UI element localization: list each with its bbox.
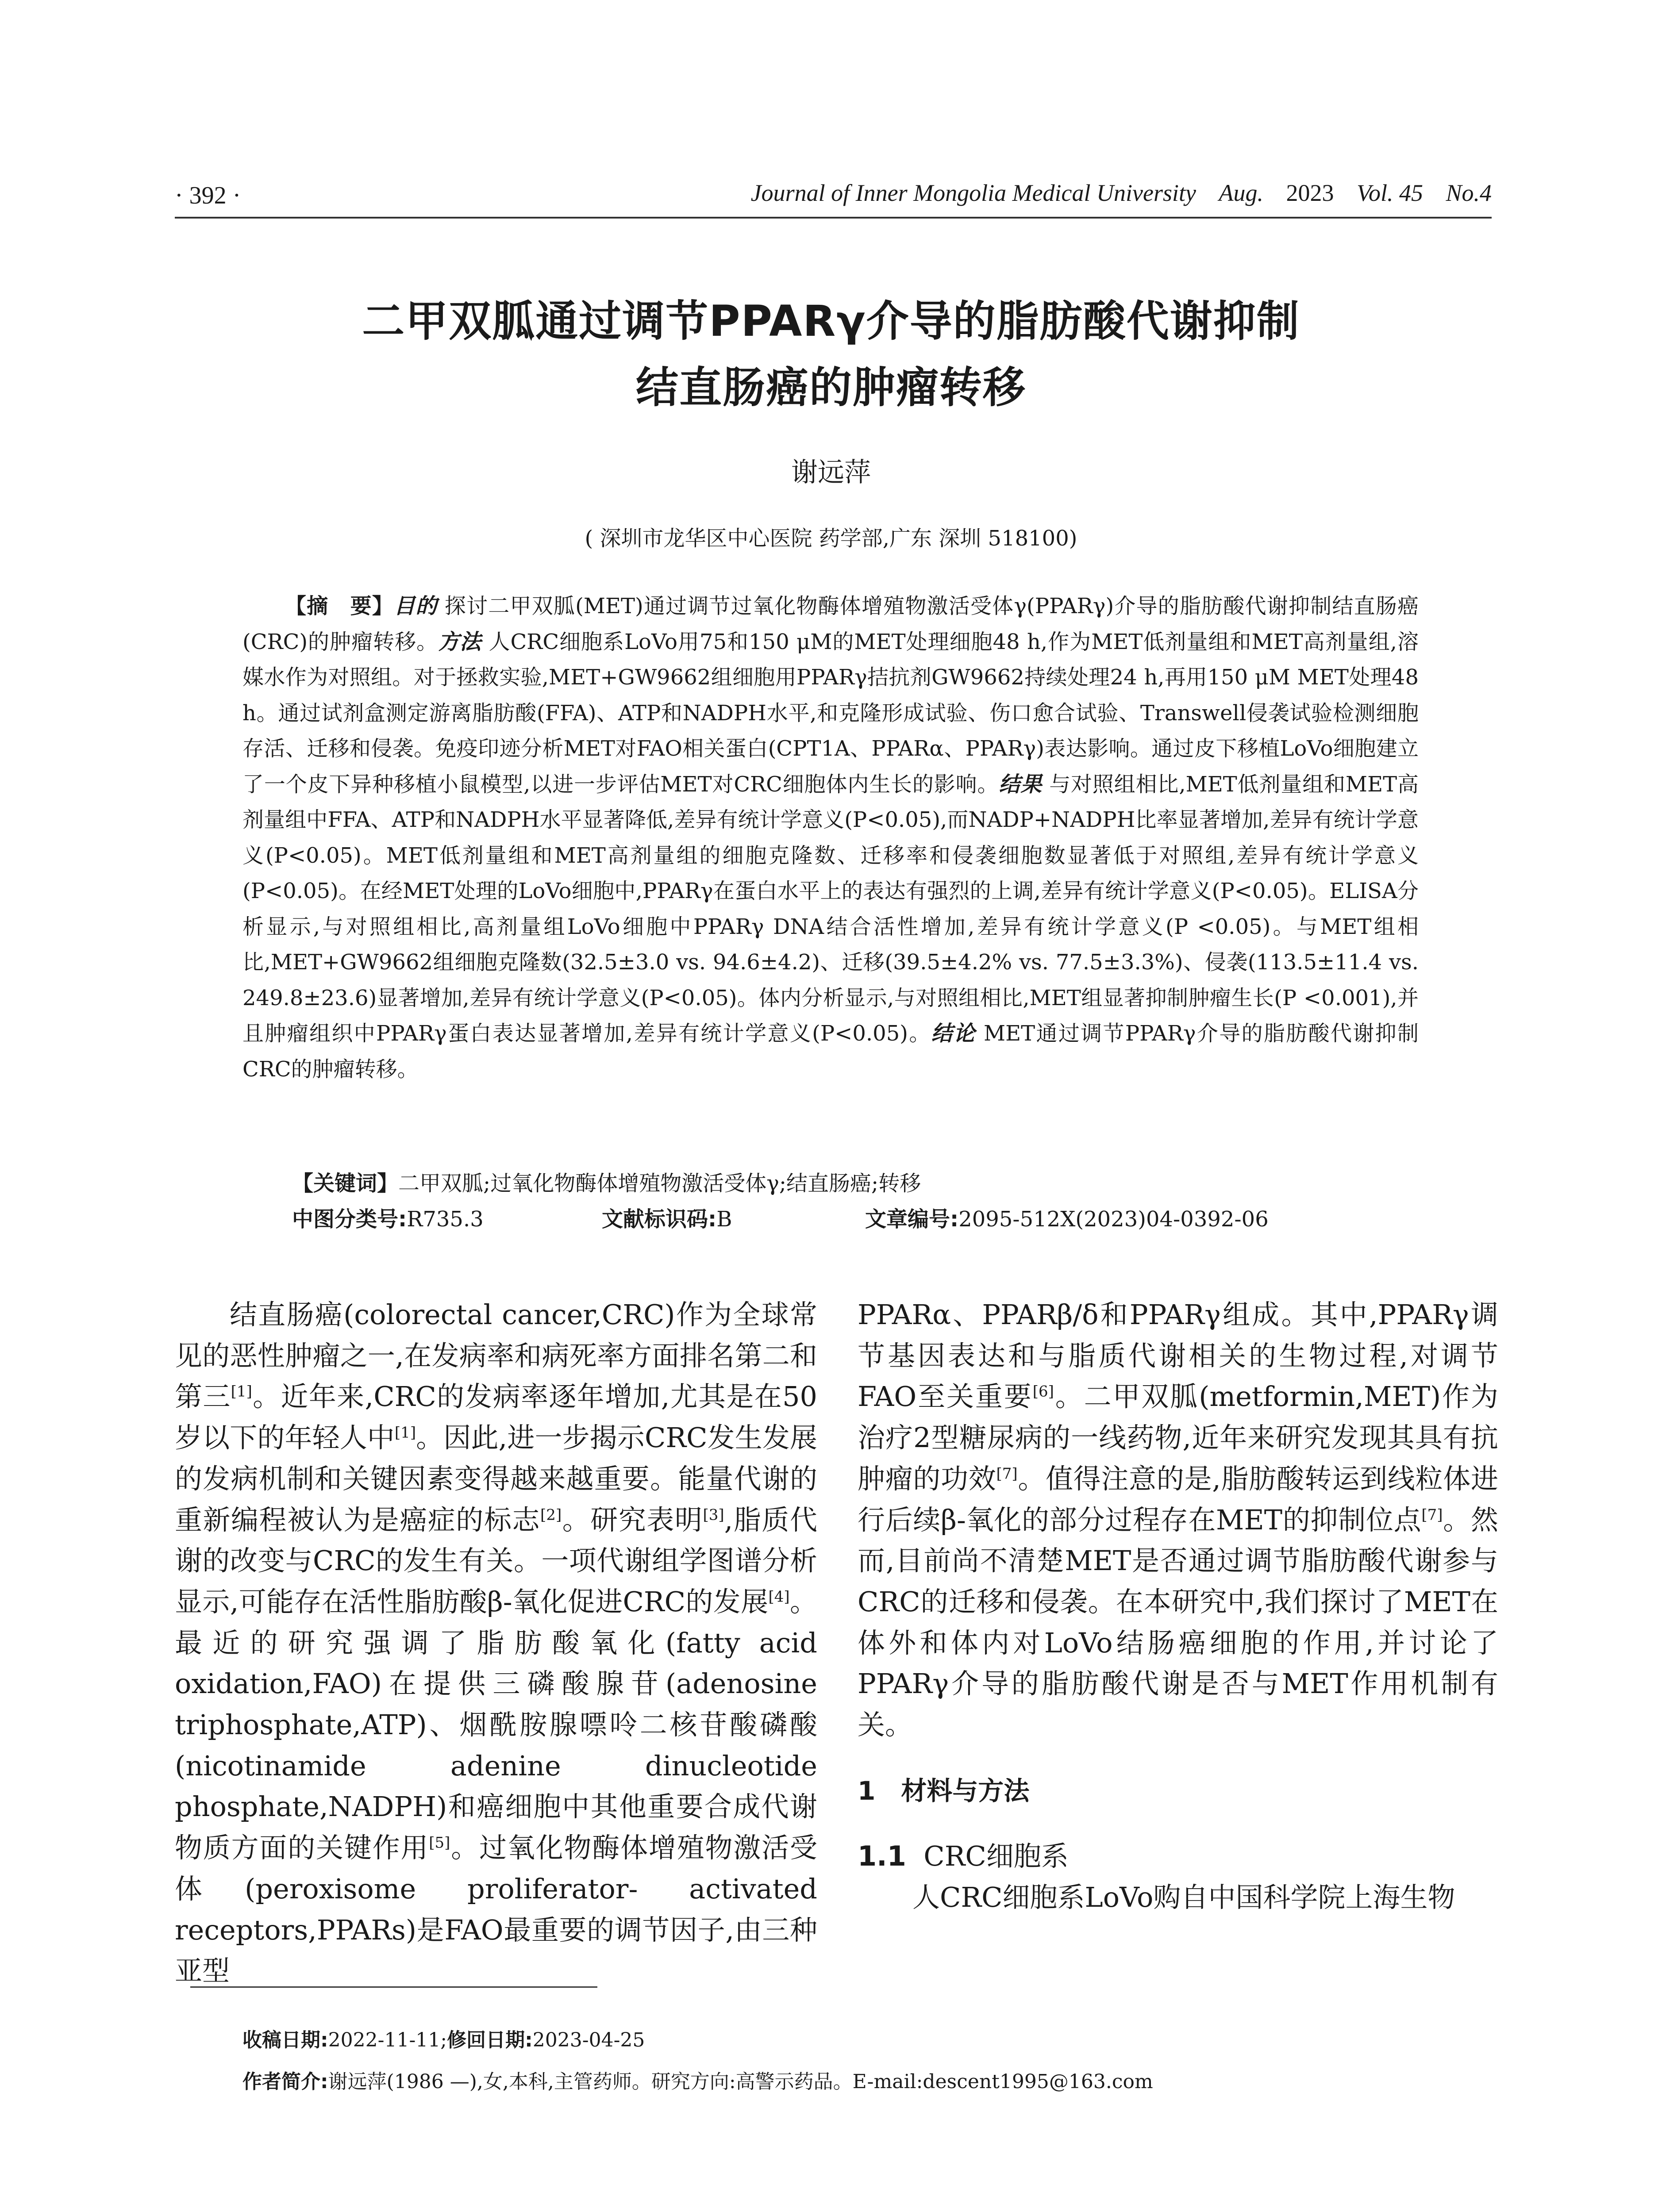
citation: [6] xyxy=(1032,1382,1054,1401)
citation: [1] xyxy=(231,1382,252,1401)
article-id-value: 2095-512X(2023)04-0392-06 xyxy=(958,1207,1269,1232)
footnote xyxy=(242,2020,1153,2103)
objective-text: 探讨二甲双胍(MET)通过调节过氧化物酶体增殖物激活受体γ(PPARγ)介导的脂肪酸代谢抑制结直肠癌(CRC)的肿瘤转移。 xyxy=(242,594,1419,654)
citation: [2] xyxy=(540,1505,562,1524)
document-code-label: 文献标识码: xyxy=(602,1207,717,1232)
article-id xyxy=(865,1202,1269,1237)
section-1-1-paragraph: 人CRC细胞系LoVo购自中国科学院上海生物 xyxy=(912,1881,1455,1914)
author-bio: 谢远萍(1986 —),女,本科,主管药师。研究方向:高警示药品。E-mail:descent1995@163.com xyxy=(328,2070,1153,2093)
author-name: 谢远萍 xyxy=(791,457,871,488)
intro-text: PPARα、PPARβ/δ和PPARγ组成。其中,PPARγ调节基因表达和与脂质代谢相关的生物过程,对调节FAO至关重要 xyxy=(858,1298,1498,1413)
methods-label: 方法 xyxy=(438,629,482,654)
intro-text: 。过氧化物酶体增殖物激活受体(peroxisome proliferator- activated receptors,PPARs)是FAO最重要的调节因子,由三种亚型 xyxy=(175,1832,817,1987)
citation: [7] xyxy=(1421,1505,1443,1524)
received-label: 收稿日期: xyxy=(242,2029,328,2051)
article-title-line-1: 二甲双胍通过调节PPARγ介导的脂肪酸代谢抑制 xyxy=(362,296,1300,346)
section-1-1-heading xyxy=(858,1836,1498,1877)
intro-text: 。因此,进一步揭示CRC发生发展的发病机制和关键因素变得越来越重要。能量代谢的重新编程被认为是癌症的标志 xyxy=(175,1421,817,1536)
citation: [4] xyxy=(768,1588,790,1606)
objective-label: 目的 xyxy=(394,594,438,618)
methods-text: 人CRC细胞系LoVo用75和150 μM的MET处理细胞48 h,作为MET低剂量组和MET高剂量组,溶媒水作为对照组。对于拯救实验,MET+GW9662组细胞用PPARγ拮抗剂GW9662持续处理24 h,再用150 μM MET处理48 h。通过试剂盒测定游离脂肪酸(FFA)、ATP和NADPH水平,和克隆形成试验、伤口愈合试验、Transwell侵袭试验检测细胞存活、迁移和侵袭。免疫印迹分析MET对FAO相关蛋白(CPT1A、PPARα、PPARγ)表达影响。通过皮下移植LoVo细胞建立了一个皮下异种移植小鼠模型,以进一步评估MET对CRC细胞体内生长的影响。 xyxy=(242,629,1419,797)
issue-number: No.4 xyxy=(1446,180,1492,206)
document-code xyxy=(602,1202,732,1237)
citation: [3] xyxy=(703,1505,724,1524)
revised-date: 2023-04-25 xyxy=(532,2029,645,2051)
running-header xyxy=(734,179,1492,207)
body-column-left xyxy=(175,1294,817,1992)
header-rule xyxy=(175,217,1492,219)
results-text: 与对照组相比,MET低剂量组和MET高剂量组中FFA、ATP和NADPH水平显著降低,差异有统计学意义(P<0.05),而NADP+NADPH比率显著增加,差异有统计学意义(P<0.05)。MET低剂量组和MET高剂量组的细胞克隆数、迁移率和侵袭细胞数显著低于对照组,差异有统计学意义(P<0.05)。在经MET处理的LoVo细胞中,PPARγ在蛋白水平上的表达有强烈的上调,差异有统计学意义(P<0.05)。ELISA分析显示,与对照组相比,高剂量组LoVo细胞中PPARγ DNA结合活性增加,差异有统计学意义(P <0.05)。与MET组相比,MET+GW9662组细胞克隆数(32.5±3.0 vs. 94.6±4.2)、迁移(39.5±4.2% vs. 77.5±3.3%)、侵袭(113.5±11.4 vs. 249.8±23.6)显著增加,差异有统计学意义(P<0.05)。体内分析显示,与对照组相比,MET组显著抑制肿瘤生长(P <0.001),并且肿瘤组织中PPARγ蛋白表达显著增加,差异有统计学意义(P<0.05)。 xyxy=(242,772,1419,1046)
issue-month: Aug. xyxy=(1219,180,1263,206)
footnote-rule xyxy=(190,1986,597,1988)
abstract-label: 【摘 要】 xyxy=(285,594,394,618)
issue-year: 2023 xyxy=(1286,180,1334,206)
body-column-right xyxy=(858,1294,1498,1918)
author-bio-line xyxy=(242,2061,1153,2103)
article-id-label: 文章编号: xyxy=(865,1207,959,1232)
clc-value: R735.3 xyxy=(407,1207,484,1232)
issue-volume: Vol. 45 xyxy=(1356,180,1423,206)
author-bio-label: 作者简介: xyxy=(242,2070,328,2093)
section-1-1-number: 1.1 xyxy=(858,1840,906,1873)
intro-text: 。最近的研究强调了脂肪酸氧化(fatty acid oxidation,FAO)在提供三磷酸腺苷(adenosine triphosphate,ATP)、烟酰胺腺嘌呤二核苷酸磷酸(nicotinamide adenine dinucleotide phosphate,NADPH)和癌细胞中其他重要合成代谢物质方面的关键作用 xyxy=(175,1585,817,1864)
journal-name: Journal of Inner Mongolia Medical University xyxy=(750,180,1196,206)
conclusion-label: 结论 xyxy=(931,1021,976,1046)
document-code-value: B xyxy=(716,1207,732,1232)
clc-number xyxy=(292,1202,484,1237)
intro-text: 。然而,目前尚不清楚MET是否通过调节脂肪酸代谢参与CRC的迁移和侵袭。在本研究中,我们探讨了MET在体外和体内对LoVo结肠癌细胞的作用,并讨论了PPARγ介导的脂肪酸代谢是否与MET作用机制有关。 xyxy=(858,1503,1498,1741)
intro-paragraph-1 xyxy=(175,1294,817,1992)
intro-text: 。研究表明 xyxy=(562,1503,703,1536)
received-date: 2022-11-11; xyxy=(328,2029,447,2051)
intro-paragraph-1-continued xyxy=(858,1294,1498,1746)
conclusion-text: MET通过调节PPARγ介导的脂肪酸代谢抑制CRC的肿瘤转移。 xyxy=(242,1021,1419,1082)
intro-text: 结直肠癌(colorectal cancer,CRC)作为全球常见的恶性肿瘤之一,在发病率和病死率方面排名第二和第三 xyxy=(175,1298,817,1413)
section-1-1-title: CRC细胞系 xyxy=(923,1840,1069,1873)
article-title-line-2: 结直肠癌的肿瘤转移 xyxy=(636,363,1026,412)
clc-label: 中图分类号: xyxy=(292,1207,407,1232)
intro-text: 。近年来,CRC的发病率逐年增加,尤其是在50岁以下的年轻人中 xyxy=(175,1380,817,1454)
intro-text: ,脂质代谢的改变与CRC的发生有关。一项代谢组学图谱分析显示,可能存在活性脂肪酸β-氧化促进CRC的发展 xyxy=(175,1503,817,1618)
dates-line xyxy=(242,2020,1153,2061)
page-number: · 392 · xyxy=(175,182,241,209)
abstract xyxy=(242,588,1419,1087)
section-1-heading: 1 材料与方法 xyxy=(858,1775,1030,1806)
intro-text: 。二甲双胍(metformin,MET)作为治疗2型糖尿病的一线药物,近年来研究发现其具有抗肿瘤的功效 xyxy=(858,1380,1499,1495)
keywords-text: 二甲双胍;过氧化物酶体增殖物激活受体γ;结直肠癌;转移 xyxy=(398,1171,921,1196)
revised-label: 修回日期: xyxy=(447,2029,533,2051)
results-label: 结果 xyxy=(999,772,1043,797)
author-affiliation: ( 深圳市龙华区中心医院 药学部,广东 深圳 518100) xyxy=(585,526,1077,551)
citation: [5] xyxy=(429,1834,450,1852)
keywords xyxy=(292,1166,1419,1201)
intro-text: 。值得注意的是,脂肪酸转运到线粒体进行后续β-氧化的部分过程存在MET的抑制位点 xyxy=(858,1462,1498,1536)
citation: [7] xyxy=(996,1465,1018,1483)
citation: [1] xyxy=(394,1424,416,1442)
keywords-label: 【关键词】 xyxy=(292,1171,399,1196)
